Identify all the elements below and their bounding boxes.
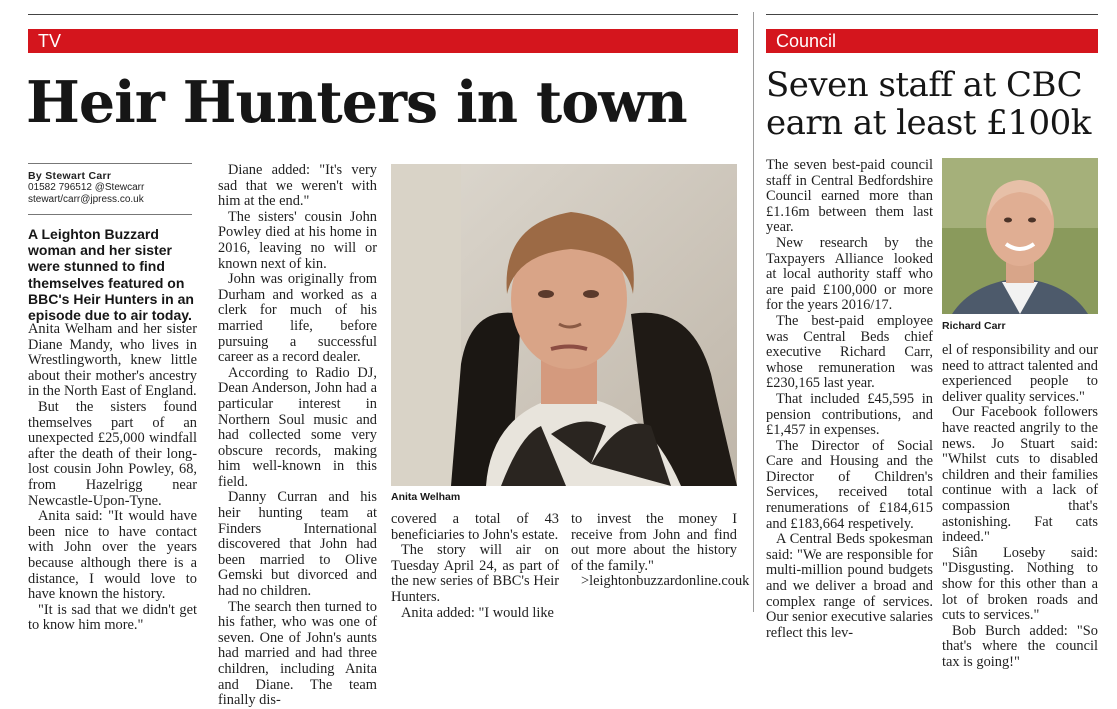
paragraph: el of responsibility and our need to attract talented and experienced people to deliver quality services."	[942, 342, 1098, 405]
paragraph: Danny Curran and his heir hunting team at Finders International discovered that John had been married to Olive Gemski but divorced and had no children.	[218, 489, 377, 600]
section-label: TV	[38, 31, 62, 51]
paragraph: Our Facebook followers have reacted angrily to the news. Jo Stuart said: "Whilst cuts to disabled children and their families continue with a lack of compassion that's astonishing. Fat cats indeed."	[942, 404, 1098, 546]
council-headline	[766, 66, 1091, 142]
paragraph: The sisters' cousin John Powley died at his home in 2016, leaving no will or known next of kin.	[218, 208, 377, 272]
left-column-2	[218, 163, 377, 709]
page-column-divider	[753, 12, 754, 612]
paragraph: Diane added: "It's very sad that we weren't with him at the end."	[218, 162, 377, 210]
standfirst: A Leighton Buzzard woman and her sister were stunned to find themselves featured on BBC's Heir Hunters in an episode due to air today.	[28, 226, 194, 324]
photo-caption-richard: Richard Carr	[942, 320, 1006, 332]
paragraph: Bob Burch added: "So that's where the council tax is going!"	[942, 622, 1098, 670]
article-headline: Heir Hunters in town	[26, 69, 687, 136]
top-rule-left	[28, 14, 738, 15]
left-column-3	[391, 512, 559, 621]
paragraph: to invest the money I receive from John and find out more about the history of the family."	[571, 511, 737, 574]
byline-name: By Stewart Carr	[28, 170, 112, 182]
right-column-1	[766, 158, 933, 641]
paragraph: John was originally from Durham and worked as a clerk for much of his married life, before pursuing a successful career as a record dealer.	[218, 271, 377, 366]
paragraph: The story will air on Tuesday April 24, as part of the new series of BBC's Heir Hunters.	[391, 542, 559, 605]
paragraph: The search then turned to his father, who was one of seven. One of John's aunts had married and had three children, including Anita and Diane. The team finally dis-	[218, 598, 377, 709]
left-column-1	[28, 322, 197, 634]
paragraph: That included £45,595 in pension contributions, and £1,457 in expenses.	[766, 390, 933, 439]
byline-rule-bottom	[28, 214, 192, 215]
paragraph: A Central Beds spokesman said: "We are responsible for multi-million pound budgets and we deliver a broad and complex range of services. Our senior executive salaries reflect this lev-	[766, 531, 933, 641]
paragraph: Anita said: "It would have been nice to have contact with John over the years because although there is a distance, I would love to have known the history.	[28, 508, 197, 603]
paragraph: The Director of Social Care and Housing and the Director of Children's Services, received total renumerations of £184,615 and £183,664 respetively.	[766, 437, 933, 532]
section-banner-council	[766, 29, 1098, 53]
paragraph: "It is sad that we didn't get to know him more."	[28, 601, 197, 634]
paragraph: New research by the Taxpayers Alliance looked at local authority staff who are paid £100,000 or more for the years 2016/17.	[766, 234, 933, 314]
section-label: Council	[776, 31, 837, 51]
photo-caption-anita: Anita Welham	[391, 491, 461, 503]
byline-rule-top	[28, 163, 192, 164]
byline	[28, 170, 198, 206]
top-rule-right	[766, 14, 1098, 15]
paragraph: The seven best-paid council staff in Central Bedfordshire Council earned more than £1.16m between them last year.	[766, 157, 933, 236]
byline-email: stewart/carr@jpress.co.uk	[28, 194, 144, 205]
portrait-illustration	[391, 164, 737, 486]
paragraph: covered a total of 43 beneficiaries to John's estate.	[391, 511, 559, 543]
web-link[interactable]: >leightonbuzzardonline.couk	[581, 573, 750, 590]
headline-line-2: earn at least £100k	[766, 103, 1091, 143]
paragraph: Anita Welham and her sister Diane Mandy, who lives in Wrestlingworth, knew little about their mother's ancestry in the North East of England.	[28, 321, 197, 400]
photo-anita-welham	[391, 164, 737, 486]
right-column-2	[942, 343, 1098, 670]
paragraph: But the sisters found themselves part of an unexpected £25,000 windfall after the death of their long-lost cousin John Powley, 68, from Hazelrigg near Newcastle-Upon-Tyne.	[28, 398, 197, 509]
paragraph: Anita added: "I would like	[401, 604, 554, 621]
portrait-illustration	[942, 158, 1098, 314]
paragraph: According to Radio DJ, Dean Anderson, John had a particular interest in Northern Soul music and had collected some very obscure records, making him well-known in this field.	[218, 364, 377, 490]
photo-richard-carr	[942, 158, 1098, 314]
headline-line-1: Seven staff at CBC	[766, 65, 1083, 105]
paragraph: The best-paid employee was Central Beds chief executive Richard Carr, whose remuneration was £230,165 last year.	[766, 312, 933, 392]
byline-phone: 01582 796512 @Stewcarr	[28, 182, 145, 193]
section-banner-tv	[28, 29, 738, 53]
left-column-4	[571, 511, 750, 590]
paragraph: Siân Loseby said: "Disgusting. Nothing to show for this other than a lot of broken roads and cuts to services."	[942, 544, 1098, 624]
